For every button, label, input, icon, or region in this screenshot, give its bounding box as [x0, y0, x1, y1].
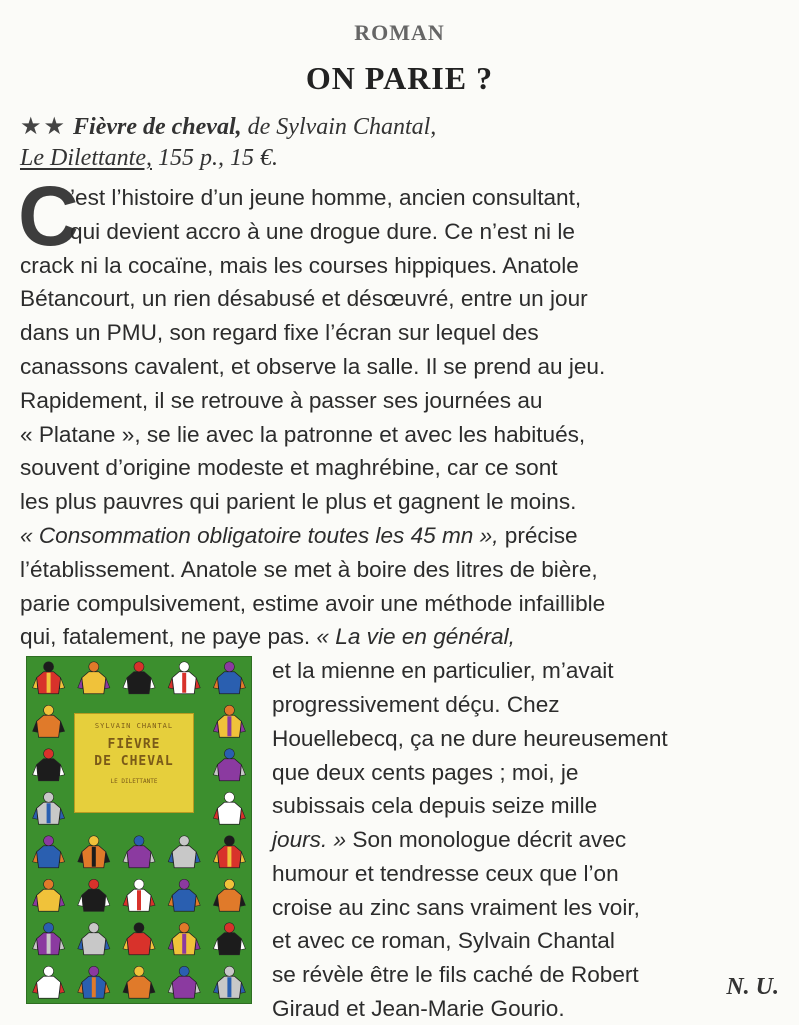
jockey-silk-icon: [213, 662, 245, 694]
jockey-silk-icon: [78, 836, 110, 868]
jockey-silk-icon: [213, 705, 245, 737]
body-line: croise au zinc sans vraiment les voir,: [272, 895, 640, 920]
body-line: l’établissement. Anatole se met à boire des litres de bière,: [20, 557, 598, 582]
jockey-silk-icon: [168, 966, 200, 998]
body-line: [272, 823, 626, 856]
jockey-silk-icon: [123, 836, 155, 868]
jockey-silk-icon: [33, 836, 65, 868]
body-line: « Platane », se lie avec la patronne et avec les habitués,: [20, 422, 586, 447]
book-title: Fièvre de cheval,: [73, 114, 242, 140]
body-quote: « La vie en général,: [316, 624, 515, 649]
body-line: qui devient accro à une drogue dure. Ce n’est ni le: [70, 219, 575, 244]
body-quote: « Consommation obligatoire toutes les 45 mn »,: [20, 523, 499, 548]
jockey-silk-icon: [78, 662, 110, 694]
body-text: qui, fatalement, ne paye pas.: [20, 624, 317, 649]
headline: ON PARIE ?: [305, 60, 494, 96]
book-publisher: Le Dilettante,: [20, 145, 152, 171]
jockey-silk-icon: [33, 749, 65, 781]
body-quote: jours. »: [272, 827, 347, 852]
jockey-silk-icon: [213, 836, 245, 868]
jockey-silk-icon: [168, 879, 200, 911]
rubric: ROMAN: [354, 20, 445, 45]
cover-title-plate: [74, 713, 194, 813]
cover-title-line: FIÈVRE: [107, 737, 161, 752]
body-line: et avec ce roman, Sylvain Chantal: [272, 928, 615, 953]
jockey-silk-icon: [33, 662, 65, 694]
body-line: canassons cavalent, et observe la salle. Il se prend au jeu.: [20, 354, 606, 379]
jockey-silk-icon: [78, 879, 110, 911]
jockey-silk-icon: [33, 879, 65, 911]
dropcap: C: [18, 169, 79, 263]
jockey-silk-icon: [168, 923, 200, 955]
jockey-silk-icon: [213, 879, 245, 911]
jockey-silk-icon: [213, 923, 245, 955]
body-line: et la mienne en particulier, m’avait: [272, 658, 614, 683]
author-signature: N. U.: [726, 974, 779, 1000]
jockey-silk-icon: [213, 792, 245, 824]
jockey-silk-icon: [33, 705, 65, 737]
jockey-silk-icon: [168, 662, 200, 694]
body-line: souvent d’origine modeste et maghrébine, car ce sont: [20, 455, 558, 480]
body-line: Rapidement, il se retrouve à passer ses journées au: [20, 388, 543, 413]
jockey-silks-icon: [26, 656, 252, 1004]
jockey-silk-icon: [168, 836, 200, 868]
jockey-silk-icon: [78, 966, 110, 998]
jockey-silk-icon: [123, 879, 155, 911]
cover-title-line: DE CHEVAL: [94, 754, 174, 769]
book-reference: [20, 112, 780, 174]
book-details: 155 p., 15 €.: [151, 145, 278, 171]
jockey-silk-icon: [123, 923, 155, 955]
body-line: les plus pauvres qui parient le plus et gagnent le moins.: [20, 489, 577, 514]
body-line: se révèle être le fils caché de Robert: [272, 962, 639, 987]
body-line: Giraud et Jean-Marie Gourio.: [272, 996, 565, 1021]
body-line: dans un PMU, son regard fixe l’écran sur lequel des: [20, 320, 539, 345]
body-line: que deux cents pages ; moi, je: [272, 760, 579, 785]
body-text: Son monologue décrit avec: [346, 827, 627, 852]
jockey-silk-icon: [123, 662, 155, 694]
cover-author: SYLVAIN CHANTAL: [94, 722, 174, 730]
jockey-silk-icon: [78, 923, 110, 955]
jockey-silk-icon: [123, 966, 155, 998]
body-line: Bétancourt, un rien désabusé et désœuvré, entre un jour: [20, 286, 588, 311]
jockey-silk-icon: [33, 792, 65, 824]
body-line: [20, 620, 515, 653]
body-line: [20, 519, 578, 552]
jockey-silk-icon: [33, 966, 65, 998]
body-line: humour et tendresse ceux que l’on: [272, 861, 619, 886]
jockey-silk-icon: [33, 923, 65, 955]
body-line: parie compulsivement, estime avoir une méthode infaillible: [20, 591, 606, 616]
cover-title: [75, 736, 193, 770]
body-line: progressivement déçu. Chez: [272, 692, 560, 717]
body-text: précise: [498, 523, 578, 548]
body-line: crack ni la cocaïne, mais les courses hippiques. Anatole: [20, 253, 579, 278]
body-line: subissais cela depuis seize mille: [272, 793, 598, 818]
body-line: ’est l’histoire d’un jeune homme, ancien consultant,: [70, 185, 582, 210]
book-cover-image: [26, 656, 252, 1004]
body-line: Houellebecq, ça ne dure heureusement: [272, 726, 668, 751]
book-author: de Sylvain Chantal,: [241, 114, 437, 140]
jockey-silk-icon: [213, 966, 245, 998]
rating-stars: ★★: [20, 114, 68, 140]
jockey-silk-icon: [213, 749, 245, 781]
cover-publisher: LE DILETTANTE: [110, 778, 158, 785]
